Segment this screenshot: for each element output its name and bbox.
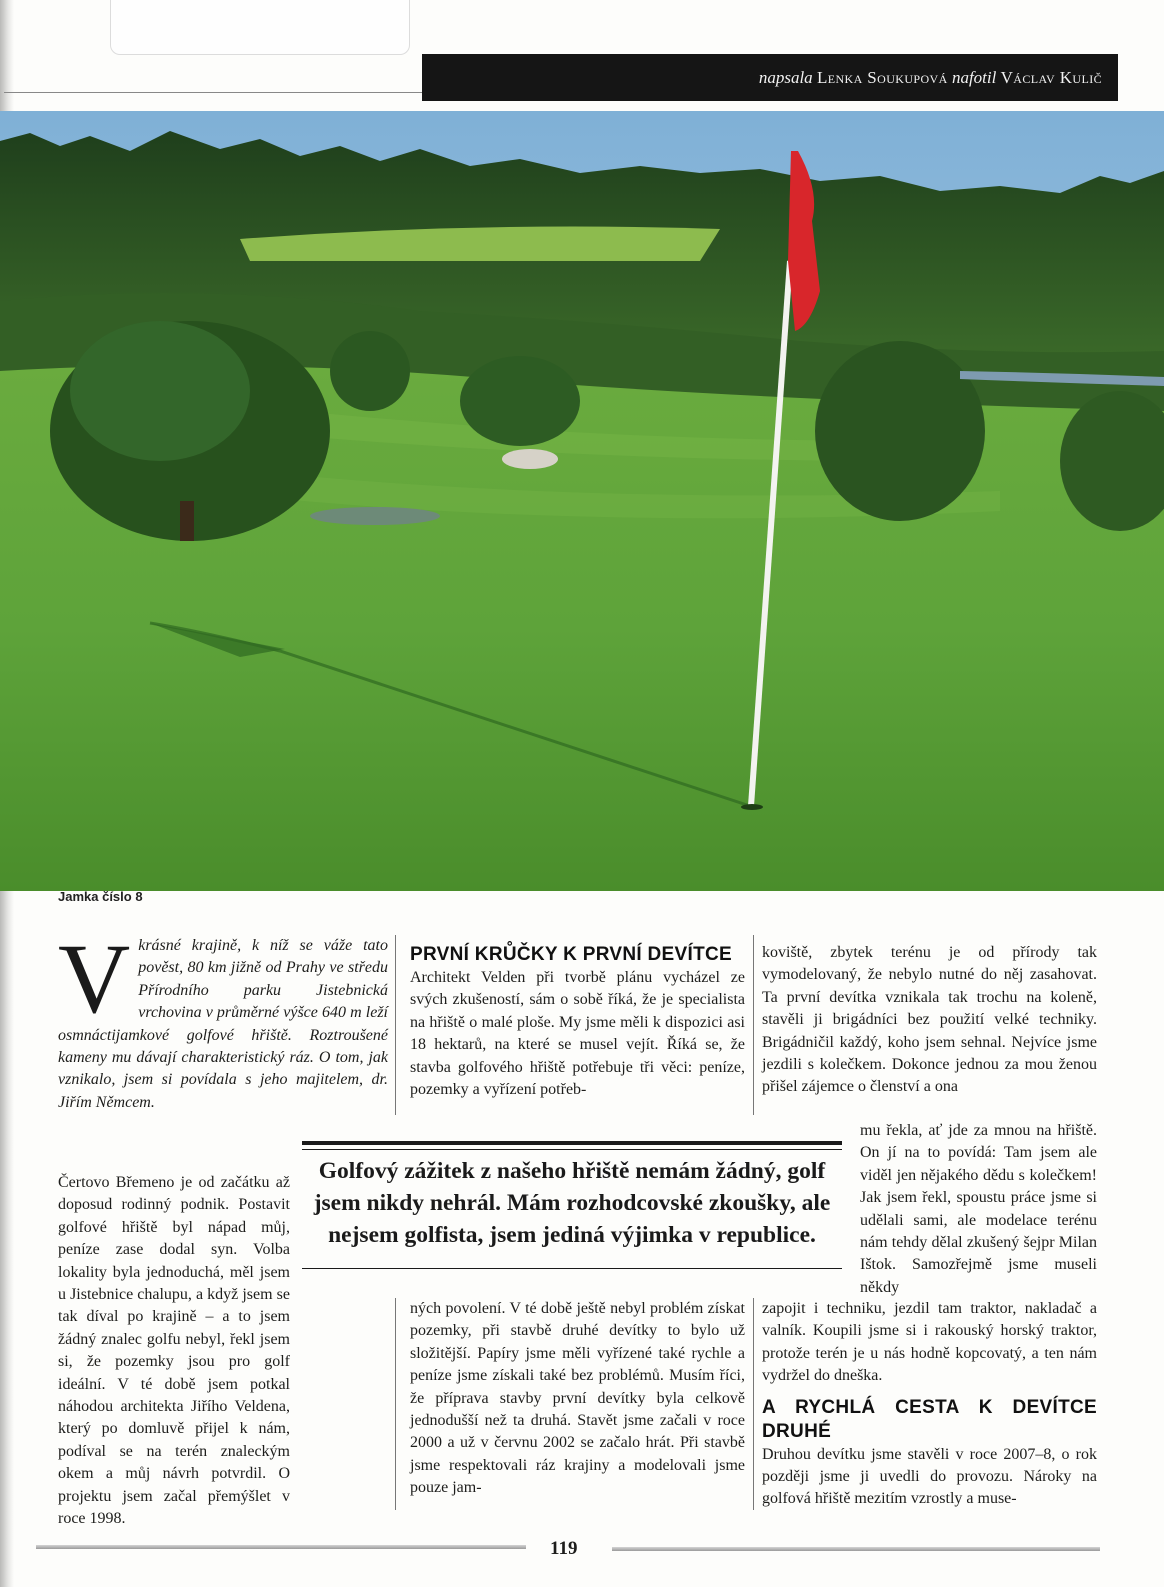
golf-course-photo [0,111,1164,891]
scanner-tape-mark [110,0,410,55]
author-name: Lenka Soukupová [816,67,948,87]
column-rule-1 [395,935,396,1115]
col3-mid-text: mu řekla, ať jde za mnou na hřiště. On jí na to povídá: Tam jsem ale viděl jen nějakého dědu s kolečkem! Jak jsem řekl, spoustu práce jsme si udělali sami, ale modelace terénu nám tehdy dělal zkušený šejpr Milan Ištok. Samozřejmě jsme museli někdy [860,1122,1097,1296]
page-number: 119 [550,1538,578,1559]
col2-bottom-text: ných povolení. V té době ještě nebyl problém získat pozemky, při stavbě druhé devítky to bylo už složitější. Papíry jsme měli vyřízené také rychle a peníze jsme získali také bez problémů. Musím říci, že příprava stavby první devítky byla celkově jednodušší než ta druhá. Stavět jsme začali v roce 2000 a už v červnu 2002 se začalo hrát. Při stavbě jsme respektovali ráz krajiny a modelovali jsme pouze jam- [410,1300,745,1497]
column-rule-2 [753,935,754,1115]
intro-paragraph [58,923,388,1114]
credit-written-prefix: napsala [758,67,813,87]
column-rule-4 [753,1298,754,1510]
pullquote-rule-bottom [302,1268,842,1269]
col1-text-narrow [58,1172,290,1531]
col2-bottom [410,1298,745,1500]
credit-rule [4,92,422,93]
rocks [502,449,558,469]
col3-top [762,942,1097,1099]
footer-rule-right [612,1547,1100,1551]
pullquote-rule-top [302,1141,842,1145]
col3-mid [860,1120,1097,1299]
tree-small-2 [460,356,580,446]
pullquote-rule-top-thin [302,1149,842,1150]
hole-cup [741,804,763,810]
col1-paragraph: Čertovo Břemeno je od začátku až doposud rodinný podnik. Postavit golfové hřiště byl nápad můj, peníze zase dodal syn. Volba lokality byla jednoduchá, měl jsem u Jistebnice chalupu, a když jsem se tak díval po krajině – a to jsem žádný znalec golfu nebyl, řekl jsem si, že pozemky jsou pro golf ideální. V té době jsem potkal náhodou architekta Jiřího Veldena, který po domluvě přijel k nám, podíval se na terén znaleckým okem a můj návrh potvrdil. O projektu jsem začal přemýšlet v roce 1998. [58,1174,290,1528]
credit-photo-prefix: nafotil [951,67,997,87]
section-heading-1: PRVNÍ KRŮČKY K PRVNÍ DEVÍTCE [410,944,732,965]
intro-text: krásné krajině, k níž se váže tato pověst, 80 km jižně od Prahy ve středu Přírodního parku Jistebnická vrchovina v průměrné výšce 640 m leží osmnáctijamkové golfové hřiště. Roztroušené kameny mu dávají charakteristický ráz. O tom, jak vznikalo, jsem si povídala s jeho majitelem, dr. Jiřím Němcem. [58,937,388,1111]
credit-bar [422,54,1118,101]
col3-bottom [762,1298,1097,1511]
pullquote: Golfový zážitek z našeho hřiště nemám žádný, golf jsem nikdy nehrál. Mám rozhodcovské zkoušky, ale nejsem golfista, jsem jediná výjimka v republice. [313,1158,831,1248]
photo-caption: Jamka číslo 8 [58,889,143,904]
col2-top-text: Architekt Velden při tvorbě plánu vycházel ze svých zkušeností, sám o sobě říká, že je specialista na hřiště o malé ploše. My jsme měli k dispozici asi 18 hektarů, na které se musel vejít. Říká se, že stavba golfového hřiště potřebuje tři věci: peníze, pozemky a vyřízení potřeb- [410,969,745,1099]
col3-bottom-text: zapojit i techniku, jezdil tam traktor, nakladač a valník. Koupili jsme si i rakouský horský traktor, protože terén je u nás hodně kopcovatý, a ten nám vydržel do dneška. [762,1300,1097,1385]
col3-end-text: Druhou devítku jsme stavěli v roce 2007–8, o rok později jsme ji uvedli do provozu. Nároky na golfová hřiště mezitím vzrostly a muse- [762,1445,1097,1508]
tree-right [815,341,985,521]
col2-top [410,943,745,1101]
pond [310,507,440,525]
photographer-name: Václav Kulič [1000,67,1102,87]
footer-rule-left [36,1545,526,1549]
col3-top-text: koviště, zbytek terénu je od přírody tak vymodelovaný, že nebylo nutné do něj zasahovat. Ta první devítka vznikala tak trochu na koleně, stavěli ji brigádníci bez použití velké techniky. Brigádničil každý, koho jsem sehnal. Nejvíce jsme jezdili s kolečkem. Dokonce jednou za mou ženou přišel zájemce o členství a ona [762,944,1097,1096]
drop-cap: V [58,923,131,1034]
tree-small-1 [330,331,410,411]
section-heading-2: A RYCHLÁ CESTA K DEVÍTCE DRUHÉ [762,1396,1097,1442]
column-rule-3 [395,1298,396,1510]
